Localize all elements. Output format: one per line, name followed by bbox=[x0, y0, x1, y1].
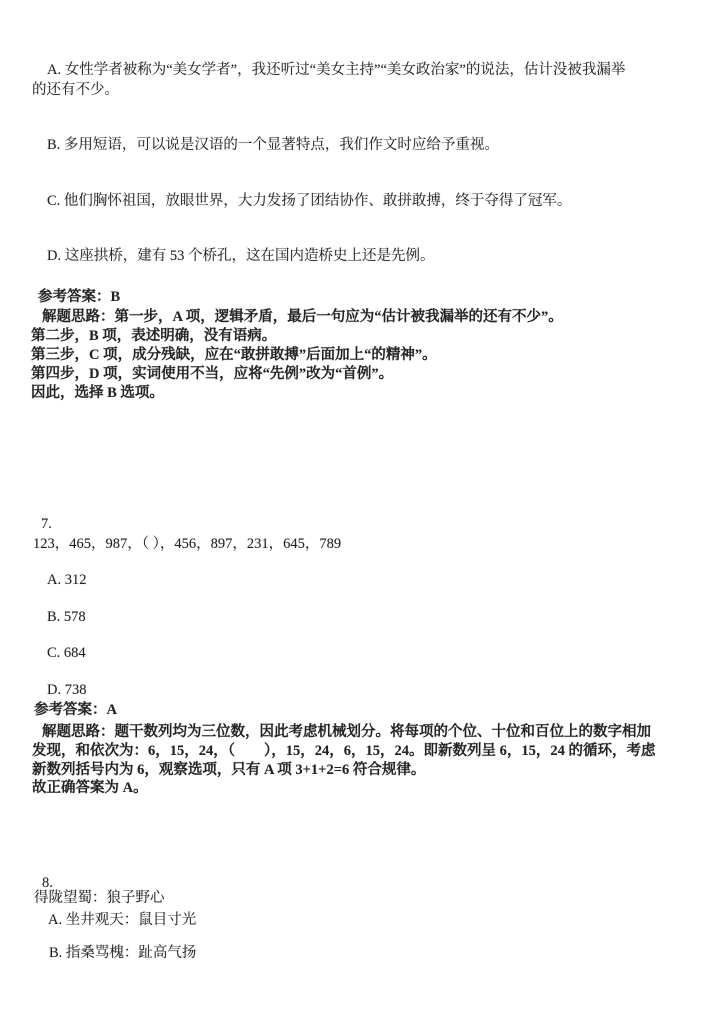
q6-analysis-line-2: 第二步，B 项，表述明确，没有语病。 bbox=[31, 328, 277, 344]
q7-option-a: A. 312 bbox=[47, 572, 87, 588]
q7-number: 7. bbox=[41, 516, 52, 532]
q7-option-b: B. 578 bbox=[47, 609, 86, 625]
q7-option-d: D. 738 bbox=[47, 682, 87, 698]
q7-answer: 参考答案：A bbox=[34, 702, 117, 718]
q8-stem: 得陇望蜀：狼子野心 bbox=[34, 890, 165, 906]
q6-option-d: D. 这座拱桥，建有 53 个桥孔，这在国内造桥史上还是先例。 bbox=[47, 248, 435, 264]
q6-analysis-line-4: 第四步，D 项，实词使用不当，应将“先例”改为“首例”。 bbox=[31, 366, 394, 382]
q7-analysis-line-1: 解题思路：题干数列均为三位数，因此考虑机械划分。将每项的个位、十位和百位上的数字相加 bbox=[42, 724, 651, 740]
q6-answer: 参考答案：B bbox=[38, 289, 121, 305]
q7-analysis-line-2: 发现，和依次为：6，15，24，（ ），15，24，6，15，24。即新数列呈 6，15，24 的循环，考虑 bbox=[32, 743, 656, 759]
q6-option-a-line2: 的还有不少。 bbox=[32, 82, 119, 98]
q8-number: 8. bbox=[42, 875, 53, 891]
q7-analysis-line-3: 新数列括号内为 6，观察选项，只有 A 项 3+1+2=6 符合规律。 bbox=[32, 762, 426, 778]
q6-option-c: C. 他们胸怀祖国，放眼世界，大力发扬了团结协作、敢拼敢搏，终于夺得了冠军。 bbox=[47, 193, 572, 209]
q6-analysis-line-1: 解题思路：第一步，A 项，逻辑矛盾，最后一句应为“估计被我漏举的还有不少”。 bbox=[42, 309, 563, 325]
q6-option-a-line1: A. 女性学者被称为“美女学者”，我还听过“美女主持”“美女政治家”的说法，估计没被我漏举 bbox=[47, 62, 626, 78]
q7-stem: 123，465，987，（ ），456，897，231，645，789 bbox=[33, 536, 342, 552]
q6-option-b: B. 多用短语，可以说是汉语的一个显著特点，我们作文时应给予重视。 bbox=[47, 137, 499, 153]
q7-option-c: C. 684 bbox=[47, 645, 86, 661]
q8-option-a: A. 坐井观天：鼠目寸光 bbox=[48, 912, 197, 928]
q7-analysis-line-4: 故正确答案为 A。 bbox=[32, 780, 148, 796]
q8-option-b: B. 指桑骂槐：趾高气扬 bbox=[49, 945, 197, 961]
q6-analysis-line-5: 因此，选择 B 选项。 bbox=[31, 385, 164, 401]
q6-analysis-line-3: 第三步，C 项，成分残缺，应在“敢拼敢搏”后面加上“的精神”。 bbox=[31, 347, 437, 363]
